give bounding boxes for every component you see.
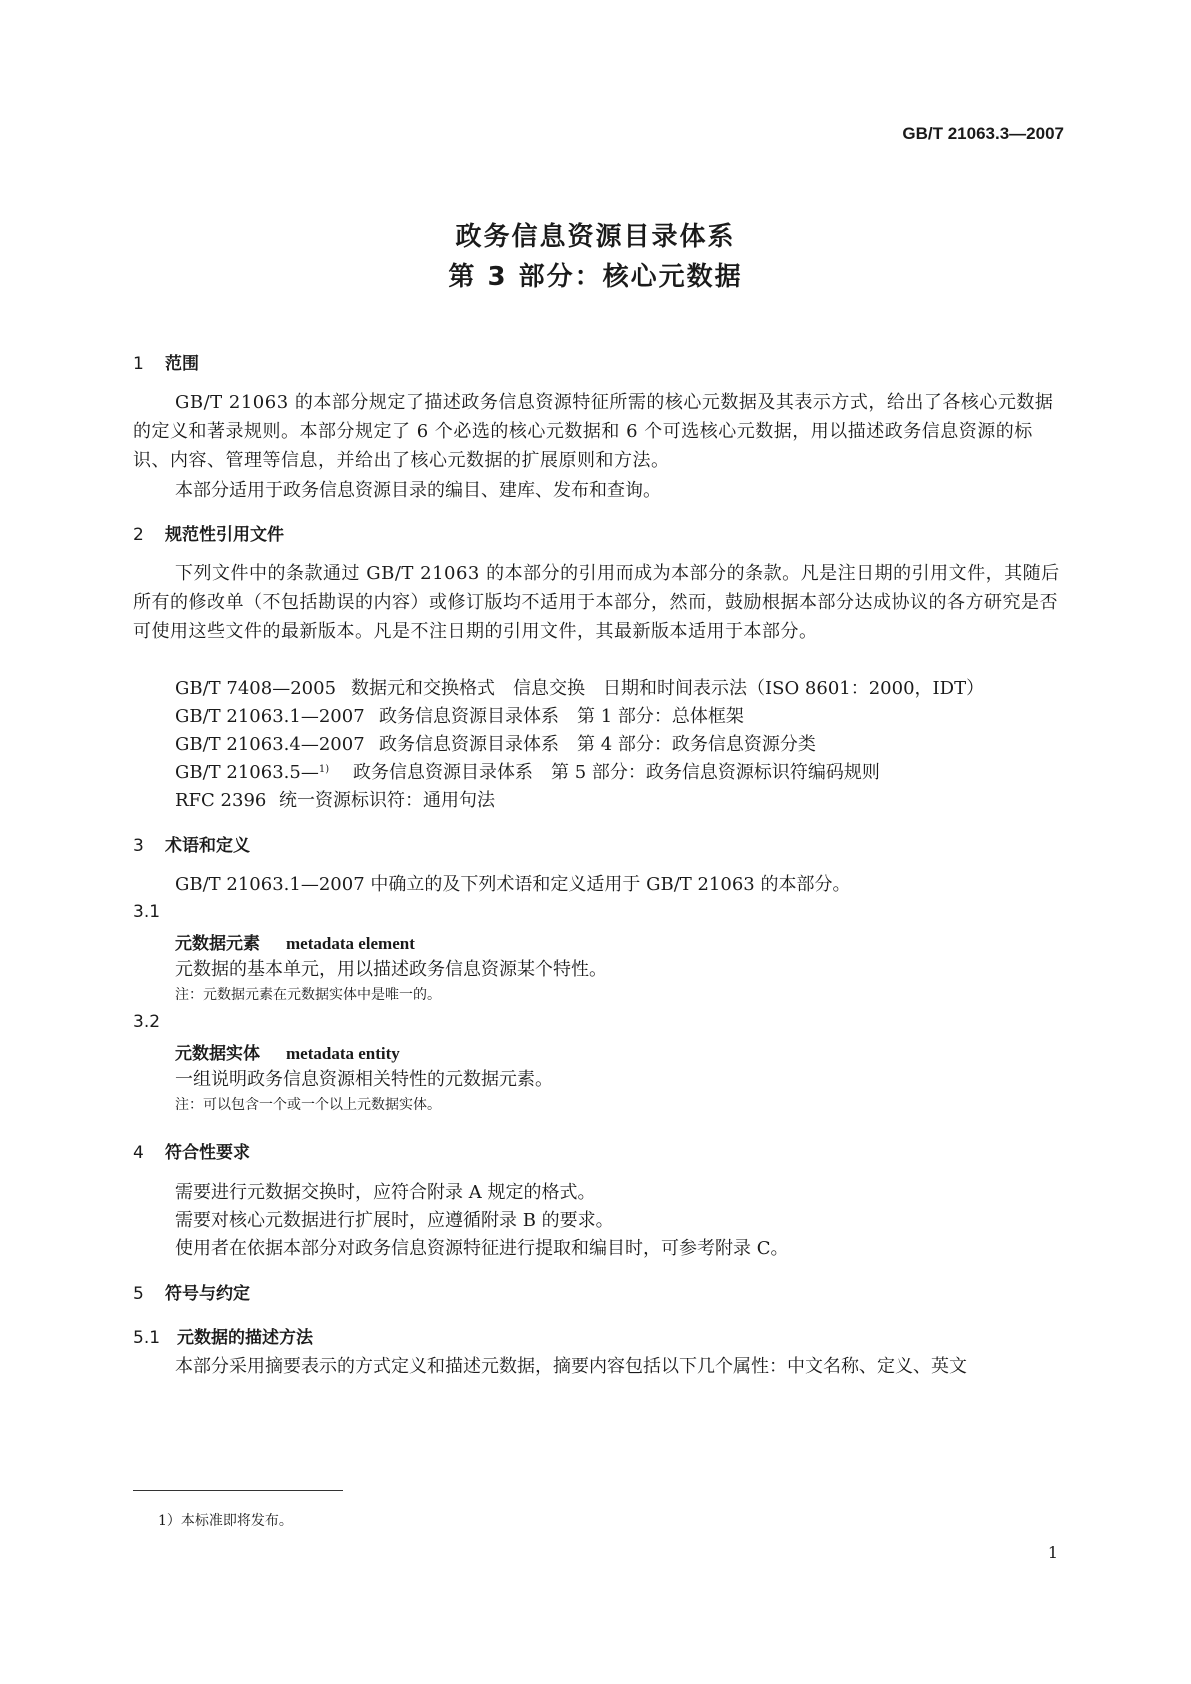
term-number: 3.2 — [133, 1012, 161, 1032]
term-english: metadata entity — [286, 1044, 400, 1063]
requirement-line: 需要进行元数据交换时，应符合附录 A 规定的格式。 — [175, 1182, 596, 1203]
reference-item — [175, 702, 744, 728]
section-number: 5 — [133, 1284, 144, 1304]
section-5-heading — [133, 1279, 250, 1304]
reference-item — [175, 786, 495, 812]
term-heading — [175, 929, 415, 954]
section-number: 1 — [133, 354, 144, 374]
footnote: 1）本标准即将发布。 — [158, 1513, 293, 1529]
section-5-paragraph: 本部分采用摘要表示的方式定义和描述元数据，摘要内容包括以下几个属性：中文名称、定义、英文 — [175, 1356, 967, 1377]
document-title: 政务信息资源目录体系 — [455, 222, 736, 252]
section-1-paragraph-2: 本部分适用于政务信息资源目录的编目、建库、发布和查询。 — [175, 480, 661, 501]
reference-code: GB/T 21063.1—2007 — [175, 706, 365, 727]
section-3-paragraph: GB/T 21063.1—2007 中确立的及下列术语和定义适用于 GB/T 21063 的本部分。 — [175, 874, 851, 895]
subsection-number: 5.1 — [133, 1328, 161, 1348]
reference-title: 政务信息资源目录体系 第 5 部分：政务信息资源标识符编码规则 — [353, 762, 880, 783]
requirement-line: 使用者在依据本部分对政务信息资源特征进行提取和编目时，可参考附录 C。 — [175, 1238, 789, 1259]
term-english: metadata element — [286, 934, 415, 953]
reference-code: RFC 2396 — [175, 790, 267, 811]
term-note: 注：元数据元素在元数据实体中是唯一的。 — [175, 987, 441, 1003]
term-definition: 一组说明政务信息资源相关特性的元数据元素。 — [175, 1069, 553, 1090]
section-title: 术语和定义 — [165, 836, 250, 856]
reference-code: GB/T 21063.5— — [175, 762, 319, 783]
section-title: 规范性引用文件 — [165, 525, 284, 545]
section-number: 3 — [133, 836, 144, 856]
section-title: 符号与约定 — [165, 1284, 250, 1304]
reference-item — [175, 758, 880, 784]
section-4-heading — [133, 1138, 250, 1163]
footnote-divider — [133, 1490, 343, 1491]
term-chinese: 元数据元素 — [175, 934, 260, 954]
section-number: 4 — [133, 1143, 144, 1163]
term-note: 注：可以包含一个或一个以上元数据实体。 — [175, 1097, 441, 1113]
footnote-marker: 1) — [318, 764, 330, 775]
reference-item — [175, 674, 984, 700]
term-chinese: 元数据实体 — [175, 1044, 260, 1064]
term-number: 3.1 — [133, 902, 161, 922]
term-definition: 元数据的基本单元，用以描述政务信息资源某个特性。 — [175, 959, 607, 980]
requirement-line: 需要对核心元数据进行扩展时，应遵循附录 B 的要求。 — [175, 1210, 614, 1231]
standard-code: GB/T 21063.3—2007 — [902, 124, 1064, 143]
section-2-paragraph: 下列文件中的条款通过 GB/T 21063 的本部分的引用而成为本部分的条款。凡是注日期的引用文件，其随后所有的修改单（不包括勘误的内容）或修订版均不适用于本部分，然而，鼓励根据本部分达成协议的各方研究是否可使用这些文件的最新版本。凡是不注日期的引用文件，其最新版本适用于本部分。 — [133, 563, 1060, 642]
subsection-title: 元数据的描述方法 — [177, 1328, 313, 1348]
reference-title: 政务信息资源目录体系 第 1 部分：总体框架 — [379, 706, 744, 727]
reference-code: GB/T 21063.4—2007 — [175, 734, 365, 755]
document-subtitle: 第 3 部分：核心元数据 — [448, 262, 743, 292]
section-title: 范围 — [165, 354, 199, 374]
reference-title: 统一资源标识符：通用句法 — [279, 790, 495, 811]
section-number: 2 — [133, 525, 144, 545]
page-number: 1 — [1047, 1543, 1058, 1562]
subsection-5-1-heading — [133, 1323, 313, 1348]
section-1-paragraph-1: GB/T 21063 的本部分规定了描述政务信息资源特征所需的核心元数据及其表示方式，给出了各核心元数据的定义和著录规则。本部分规定了 6 个必选的核心元数据和 6 个可选核心元数据，用以描述政务信息资源的标识、内容、管理等信息，并给出了核心元数据的扩展原则和方法。 — [133, 392, 1054, 471]
section-2-heading — [133, 520, 284, 545]
reference-code: GB/T 7408—2005 — [175, 678, 337, 699]
reference-title: 数据元和交换格式 信息交换 日期和时间表示法（ISO 8601：2000，IDT） — [351, 678, 985, 699]
reference-title: 政务信息资源目录体系 第 4 部分：政务信息资源分类 — [379, 734, 816, 755]
section-1-heading — [133, 349, 199, 374]
reference-item — [175, 730, 816, 756]
term-heading — [175, 1039, 400, 1064]
section-3-heading — [133, 831, 250, 856]
section-title: 符合性要求 — [165, 1143, 250, 1163]
